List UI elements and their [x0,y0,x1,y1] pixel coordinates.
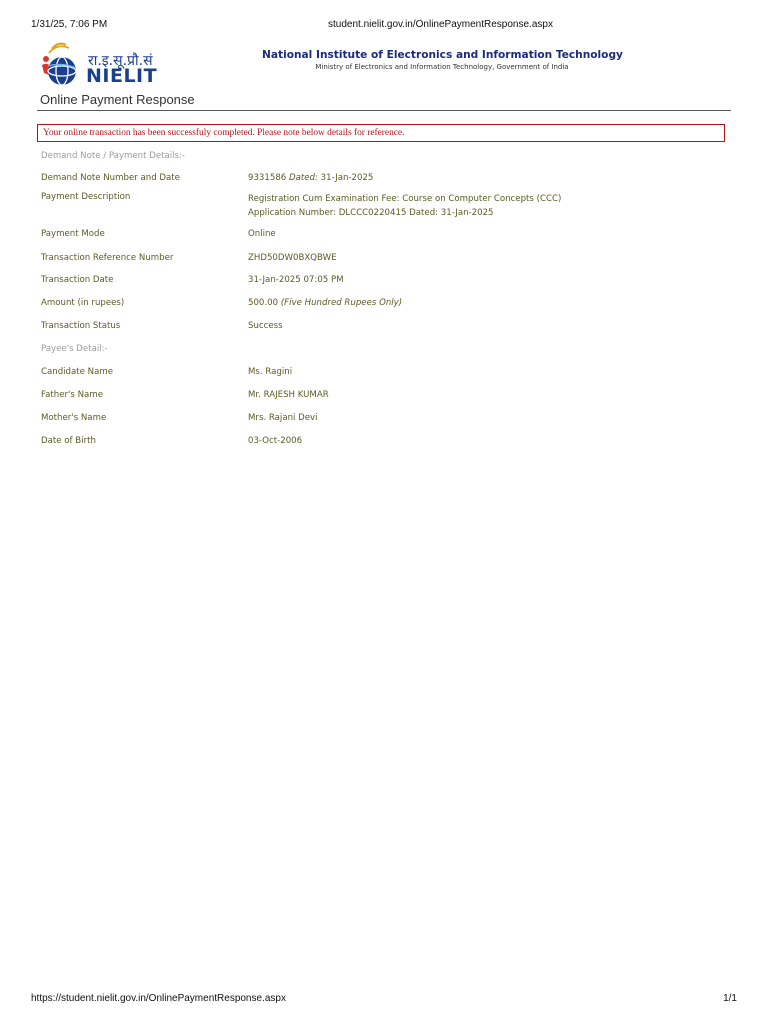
print-footer-url: https://student.nielit.gov.in/OnlinePaymentResponse.aspx [31,993,286,1004]
label-amount: Amount (in rupees) [41,298,125,308]
print-timestamp: 1/31/25, 7:06 PM [31,19,108,30]
value-transaction-status: Success [248,321,283,331]
demand-note-number: 9331586 [248,173,287,183]
amount-in-words: (Five Hundred Rupees Only) [280,298,403,308]
page-title: Online Payment Response [40,92,195,107]
value-amount [248,296,402,311]
success-alert: Your online transaction has been successfuly completed. Please note below details for reference. [37,124,725,142]
header-divider [37,110,731,111]
print-header [31,19,737,33]
section-heading-payee: Payee's Detail:- [41,344,108,354]
label-dob: Date of Birth [41,436,96,446]
label-transaction-status: Transaction Status [41,321,121,331]
value-payment-description-line2: Application Number: DLCCC0220415 Dated: 31-Jan-2025 [248,208,494,218]
institute-header [262,49,622,71]
label-transaction-ref: Transaction Reference Number [41,253,174,263]
label-transaction-date: Transaction Date [41,275,114,285]
brand-hindi: रा.इ.सू.प्रौ.सं [88,53,153,69]
page-number: 1/1 [723,993,737,1004]
value-transaction-date: 31-Jan-2025 07:05 PM [248,275,344,285]
value-payment-description-line1: Registration Cum Examination Fee: Course on Computer Concepts (CCC) [248,194,562,204]
label-payment-mode: Payment Mode [41,229,105,239]
value-candidate-name: Ms. Ragini [248,367,293,377]
label-mother-name: Mother's Name [41,413,107,423]
value-mother-name: Mrs. Rajani Devi [248,413,318,423]
print-footer [31,993,737,1007]
institute-name: National Institute of Electronics and Information Technology [262,49,623,61]
demand-note-date: 31-Jan-2025 [320,173,374,183]
value-father-name: Mr. RAJESH KUMAR [248,390,329,400]
value-dob: 03-Oct-2006 [248,436,303,446]
section-heading-demand: Demand Note / Payment Details:- [41,151,186,161]
ministry-name: Ministry of Electronics and Information Technology, Government of India [315,63,569,71]
label-demand-note: Demand Note Number and Date [41,173,180,183]
label-candidate-name: Candidate Name [41,367,114,377]
brand-name: NIELIT [86,65,158,87]
amount-number: 500.00 [248,298,279,308]
label-payment-description: Payment Description [41,192,131,202]
value-transaction-ref: ZHD50DW0BXQBWE [248,253,337,263]
label-father-name: Father's Name [41,390,103,400]
value-demand-note [248,171,373,186]
dated-label: Dated: [289,173,318,183]
value-payment-mode: Online [248,229,276,239]
print-header-url: student.nielit.gov.in/OnlinePaymentResponse.aspx [328,19,553,30]
